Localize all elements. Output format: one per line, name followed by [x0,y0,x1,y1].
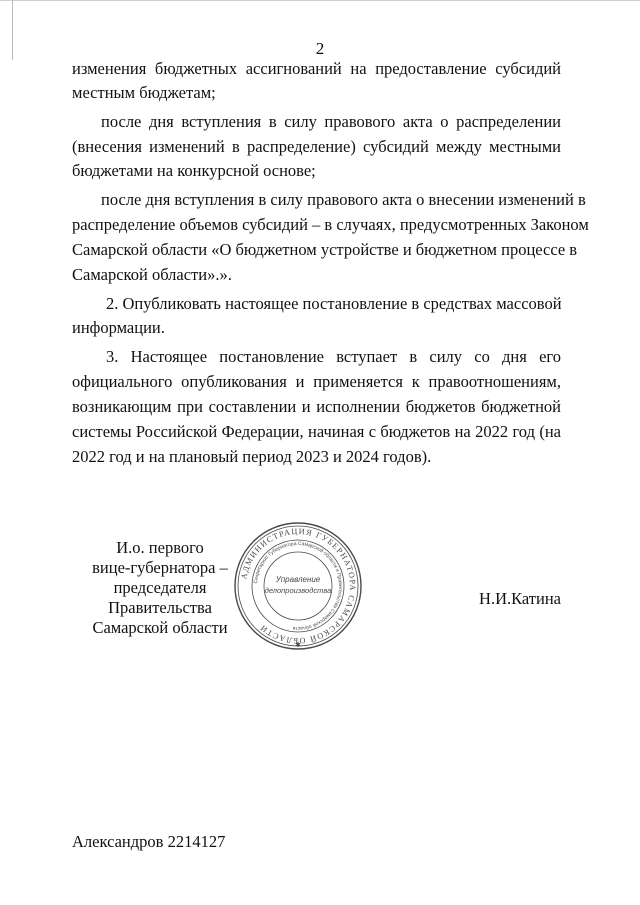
signatory-position-line-2: вице-губернатора – [92,558,228,577]
page-number: 2 [315,39,325,58]
signatory-position-line-3: председателя Правительства [108,578,212,617]
paragraph-2-line-3: бюджетами на конкурсной основе; [72,161,316,180]
seal-inner-text: Секретариат Губернатора Самарской области и Правительства Самарской области [253,540,344,632]
official-seal-stamp [232,520,364,652]
seal-center-line-2: делопроизводства [264,586,332,595]
seal-graphic [232,520,364,652]
paragraph-2-line-2: (внесения изменений в распределение) субсидий между местными [72,137,561,156]
paragraph-4-line-1: 2. Опубликовать настоящее постановление в средствах массовой [106,294,562,313]
paragraph-5-line-1: 3. Настоящее постановление вступает в силу со дня его [106,347,561,366]
signatory-position [60,538,260,638]
paragraph-5-line-5: 2022 год и на плановый период 2023 и 2024 годов). [72,447,432,466]
paragraph-1-line-2: местным бюджетам; [72,83,216,102]
paragraph-3-line-3: Самарской области «О бюджетном устройстве и бюджетном процессе в [72,240,578,259]
paragraph-2-line-1: после дня вступления в силу правового акта о распределении [101,112,561,131]
top-edge-line [0,0,640,4]
paragraph-5-line-2: официального опубликования и применяется к правоотношениям, [72,372,561,391]
seal-outer-text: АДМИНИСТРАЦИЯ ГУБЕРНАТОРА САМАРСКОЙ ОБЛАСТИ [239,526,358,646]
paragraph-3-line-2: распределение объемов субсидий – в случаях, предусмотренных Законом [72,215,589,234]
signatory-position-line-4: Самарской области [92,618,228,637]
signatory-position-line-1: И.о. первого [116,538,204,557]
seal-star-icon: ✱ [295,641,301,649]
executor-contact: Александров 2214127 [72,832,226,851]
paragraph-3-line-1: после дня вступления в силу правового акта о внесении изменений в [101,190,586,209]
signatory-name: Н.И.Катина [479,589,561,608]
paragraph-1-line-1: изменения бюджетных ассигнований на предоставление субсидий [72,59,561,78]
paragraph-5-line-4: системы Российской Федерации, начиная с бюджетов на 2022 год (на [72,422,561,441]
paragraph-3-line-4: Самарской области».». [72,265,232,284]
seal-center-line-1: Управление [275,575,321,584]
paragraph-5-line-3: возникающим при составлении и исполнении бюджетов бюджетной [72,397,561,416]
paragraph-4-line-2: информации. [72,318,165,337]
